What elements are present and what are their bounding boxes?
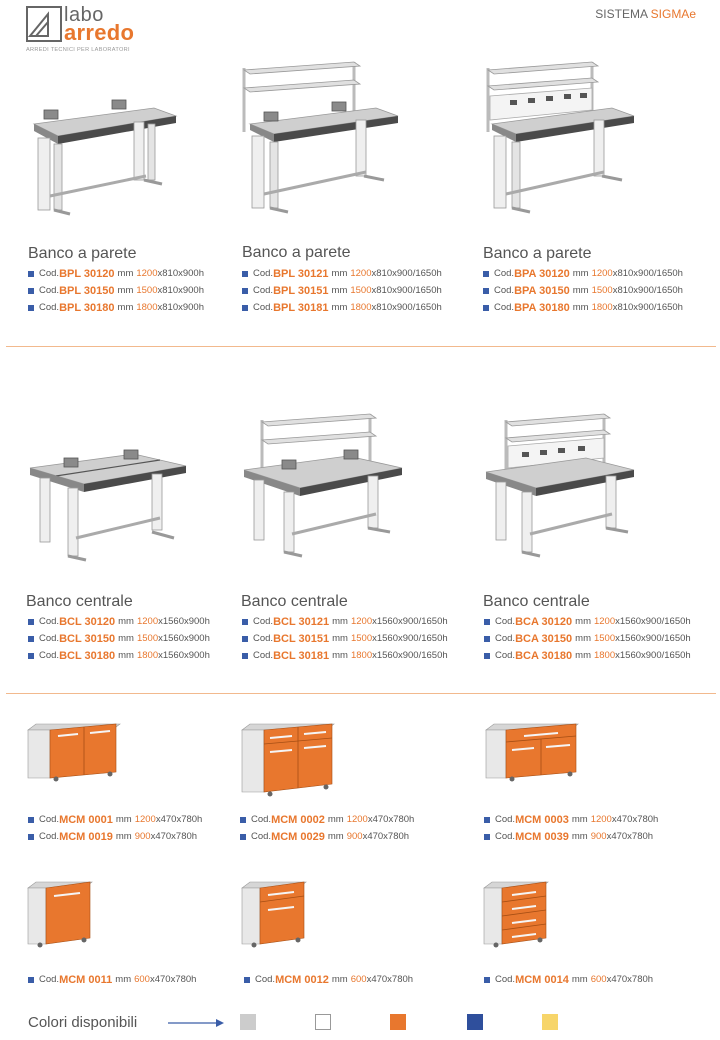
product-code: MCM 0011: [59, 973, 113, 986]
product-code: MCM 0002: [271, 813, 325, 826]
width-value: 1200: [350, 268, 372, 279]
code-prefix: Cod.: [39, 814, 60, 825]
dimensions-value: x810x900/1650h: [612, 268, 683, 279]
unit-label: mm: [327, 831, 344, 842]
width-value: 1500: [350, 633, 373, 644]
unit-label: mm: [117, 302, 134, 313]
width-value: 1800: [591, 302, 613, 313]
unit-label: mm: [571, 814, 588, 825]
color-swatch-white: [315, 1014, 331, 1030]
product-code-row: [28, 971, 196, 988]
wall-bench-panel-title: Banco a parete: [483, 245, 592, 262]
arrow-right-icon: [168, 1016, 224, 1030]
product-code-row: [484, 613, 691, 630]
wall-bench-title: Banco a parete: [28, 245, 137, 262]
unit-label: mm: [331, 974, 348, 985]
product-code: MCM 0039: [515, 830, 569, 843]
product-code-row: [242, 282, 442, 299]
cabinet-2-drawers-2-doors-image: [240, 722, 336, 798]
bullet-square-icon: [484, 653, 490, 659]
product-code: BCA 30120: [515, 615, 573, 628]
central-bench-basic-image: [24, 448, 194, 563]
product-code: MCM 0029: [271, 830, 325, 843]
central-bench-shelves-title: Banco centrale: [241, 593, 348, 610]
product-code: MCM 0014: [515, 973, 569, 986]
width-value: 1200: [350, 616, 373, 627]
wall-bench-shelves-code-list: [242, 265, 442, 316]
unit-label: mm: [572, 268, 589, 279]
product-code: BPL 30180: [59, 301, 115, 314]
unit-label: mm: [115, 974, 132, 985]
width-value: 1200: [590, 814, 612, 825]
colors-label: Colori disponibili: [28, 1014, 138, 1031]
code-prefix: Cod.: [39, 616, 60, 627]
product-code-row: [28, 630, 210, 647]
width-value: 1200: [591, 268, 613, 279]
code-prefix: Cod.: [495, 974, 516, 985]
product-code: BCA 30180: [515, 649, 573, 662]
width-value: 1800: [136, 650, 159, 661]
dimensions-value: x1560x900/1650h: [372, 616, 448, 627]
dimensions-value: x470x780h: [149, 974, 197, 985]
logo-text-arredo: arredo: [64, 20, 135, 45]
section-divider: [6, 693, 716, 694]
code-prefix: Cod.: [39, 974, 60, 985]
dimensions-value: x470x780h: [606, 974, 654, 985]
product-code: MCM 0003: [515, 813, 569, 826]
cabinet-1-drawer-2-doors-image: [484, 722, 580, 782]
product-code-row: [484, 630, 691, 647]
width-value: 1800: [136, 302, 158, 313]
product-code: BCL 30151: [273, 632, 330, 645]
cabinet-2-doors-image: [26, 722, 122, 782]
code-prefix: Cod.: [495, 616, 516, 627]
bullet-square-icon: [242, 636, 248, 642]
product-code-row: [483, 265, 683, 282]
color-swatch-yellow: [542, 1014, 558, 1030]
bullet-square-icon: [28, 288, 34, 294]
wall-bench-basic-image: [24, 96, 184, 221]
central-bench-panel-title: Banco centrale: [483, 593, 590, 610]
product-code: MCM 0012: [275, 973, 329, 986]
width-value: 1500: [350, 285, 372, 296]
cabinet-2-doors-code-list: [28, 811, 202, 845]
product-code-row: [242, 265, 442, 282]
product-code: BPL 30181: [273, 301, 329, 314]
bullet-square-icon: [28, 305, 34, 311]
code-prefix: Cod.: [253, 268, 274, 279]
bullet-square-icon: [483, 288, 489, 294]
bullet-square-icon: [28, 977, 34, 983]
dimensions-value: x810x900h: [157, 302, 204, 313]
bullet-square-icon: [484, 817, 490, 823]
product-code-row: [28, 613, 210, 630]
product-code: MCM 0019: [59, 830, 113, 843]
product-code-row: [242, 299, 442, 316]
product-code: BCL 30120: [59, 615, 116, 628]
color-swatch-grey: [240, 1014, 256, 1030]
code-prefix: Cod.: [253, 633, 274, 644]
bullet-square-icon: [242, 619, 248, 625]
unit-label: mm: [117, 285, 134, 296]
bullet-square-icon: [240, 817, 246, 823]
product-code-row: [28, 828, 202, 845]
unit-label: mm: [575, 633, 591, 644]
dimensions-value: x470x780h: [366, 974, 414, 985]
width-value: 1500: [593, 633, 616, 644]
product-code: BPA 30150: [514, 284, 570, 297]
product-code-row: [484, 811, 658, 828]
system-title-prefix: SISTEMA: [595, 7, 651, 21]
bullet-square-icon: [484, 834, 490, 840]
width-value: 1200: [593, 616, 616, 627]
unit-label: mm: [115, 814, 132, 825]
unit-label: mm: [332, 633, 348, 644]
code-prefix: Cod.: [39, 268, 60, 279]
unit-label: mm: [117, 268, 134, 279]
product-code-row: [484, 828, 658, 845]
code-prefix: Cod.: [494, 302, 515, 313]
width-value: 900: [346, 831, 363, 842]
code-prefix: Cod.: [253, 285, 274, 296]
unit-label: mm: [332, 616, 348, 627]
logo-mark-icon: [26, 6, 62, 42]
dimensions-value: x470x780h: [150, 831, 198, 842]
product-code-row: [244, 971, 413, 988]
central-bench-panel-code-list: [484, 613, 691, 664]
central-bench-panel-image: [482, 410, 642, 560]
cabinet-2-drawers-2-doors-code-list: [240, 811, 414, 845]
bullet-square-icon: [240, 834, 246, 840]
dimensions-value: x1560x900h: [158, 616, 210, 627]
code-prefix: Cod.: [39, 633, 60, 644]
dimensions-value: x1560x900/1650h: [615, 616, 691, 627]
bullet-square-icon: [28, 271, 34, 277]
wall-bench-panel-code-list: [483, 265, 683, 316]
central-bench-shelves-image: [238, 410, 408, 560]
unit-label: mm: [115, 831, 132, 842]
unit-label: mm: [575, 616, 591, 627]
logo-text-labo: labo: [64, 4, 104, 26]
wall-bench-code-list: [28, 265, 204, 316]
dimensions-value: x810x900h: [157, 268, 204, 279]
code-prefix: Cod.: [39, 302, 60, 313]
code-prefix: Cod.: [39, 650, 60, 661]
unit-label: mm: [571, 974, 588, 985]
unit-label: mm: [572, 302, 589, 313]
width-value: 1200: [136, 268, 158, 279]
product-code: BCL 30121: [273, 615, 330, 628]
code-prefix: Cod.: [39, 285, 60, 296]
width-value: 1200: [136, 616, 159, 627]
dimensions-value: x810x900/1650h: [371, 285, 442, 296]
unit-label: mm: [118, 616, 134, 627]
code-prefix: Cod.: [495, 650, 516, 661]
product-code-row: [483, 282, 683, 299]
width-value: 900: [134, 831, 151, 842]
code-prefix: Cod.: [253, 616, 274, 627]
product-code: BCA 30150: [515, 632, 573, 645]
unit-label: mm: [331, 302, 348, 313]
code-prefix: Cod.: [39, 831, 60, 842]
product-code-row: [28, 811, 202, 828]
product-code-row: [484, 647, 691, 664]
bullet-square-icon: [242, 288, 248, 294]
dimensions-value: x470x780h: [155, 814, 203, 825]
cabinet-1-drawer-1-door-code-list: [244, 971, 413, 988]
product-code-row: [242, 647, 448, 664]
color-swatch-blue: [467, 1014, 483, 1030]
product-code-row: [28, 647, 210, 664]
cabinet-4-drawers-code-list: [484, 971, 653, 988]
bullet-square-icon: [242, 305, 248, 311]
product-code-row: [242, 613, 448, 630]
product-code: BCL 30150: [59, 632, 116, 645]
dimensions-value: x810x900/1650h: [612, 285, 683, 296]
code-prefix: Cod.: [495, 633, 516, 644]
code-prefix: Cod.: [494, 285, 515, 296]
bullet-square-icon: [28, 817, 34, 823]
code-prefix: Cod.: [253, 650, 274, 661]
product-code: BPA 30120: [514, 267, 570, 280]
dimensions-value: x1560x900h: [158, 650, 210, 661]
color-swatch-orange: [390, 1014, 406, 1030]
dimensions-value: x470x780h: [367, 814, 415, 825]
section-divider: [6, 346, 716, 347]
bullet-square-icon: [483, 271, 489, 277]
central-bench-shelves-code-list: [242, 613, 448, 664]
product-code: BCL 30181: [273, 649, 330, 662]
dimensions-value: x470x780h: [362, 831, 410, 842]
bullet-square-icon: [484, 619, 490, 625]
code-prefix: Cod.: [494, 268, 515, 279]
product-code-row: [28, 299, 204, 316]
code-prefix: Cod.: [251, 814, 272, 825]
width-value: 600: [350, 974, 367, 985]
bullet-square-icon: [28, 653, 34, 659]
width-value: 600: [590, 974, 607, 985]
central-bench-code-list: [28, 613, 210, 664]
product-code-row: [240, 811, 414, 828]
dimensions-value: x810x900/1650h: [612, 302, 683, 313]
code-prefix: Cod.: [255, 974, 276, 985]
width-value: 900: [590, 831, 607, 842]
dimensions-value: x1560x900/1650h: [615, 633, 691, 644]
dimensions-value: x1560x900/1650h: [372, 633, 448, 644]
width-value: 1500: [136, 633, 159, 644]
dimensions-value: x1560x900/1650h: [615, 650, 691, 661]
width-value: 1500: [591, 285, 613, 296]
bullet-square-icon: [244, 977, 250, 983]
product-code: BPL 30150: [59, 284, 115, 297]
product-code-row: [242, 630, 448, 647]
unit-label: mm: [331, 268, 348, 279]
width-value: 1500: [136, 285, 158, 296]
unit-label: mm: [118, 650, 134, 661]
width-value: 1800: [350, 302, 372, 313]
unit-label: mm: [332, 650, 348, 661]
cabinet-4-drawers-image: [482, 880, 552, 950]
bullet-square-icon: [484, 977, 490, 983]
width-value: 1800: [350, 650, 373, 661]
central-bench-title: Banco centrale: [26, 593, 133, 610]
code-prefix: Cod.: [495, 831, 516, 842]
unit-label: mm: [327, 814, 344, 825]
product-code: BPL 30120: [59, 267, 115, 280]
width-value: 1200: [134, 814, 156, 825]
bullet-square-icon: [242, 653, 248, 659]
labo-arredo-logo: [26, 6, 156, 54]
unit-label: mm: [575, 650, 591, 661]
cabinet-1-drawer-2-doors-code-list: [484, 811, 658, 845]
bullet-square-icon: [28, 636, 34, 642]
unit-label: mm: [571, 831, 588, 842]
dimensions-value: x470x780h: [611, 814, 659, 825]
width-value: 600: [134, 974, 150, 985]
dimensions-value: x810x900/1650h: [371, 268, 442, 279]
system-title-accent: SIGMAe: [650, 7, 696, 21]
product-code: BPA 30180: [514, 301, 570, 314]
dimensions-value: x470x780h: [606, 831, 654, 842]
bullet-square-icon: [242, 271, 248, 277]
system-title: [595, 7, 696, 21]
unit-label: mm: [331, 285, 348, 296]
unit-label: mm: [118, 633, 134, 644]
bullet-square-icon: [484, 636, 490, 642]
product-code-row: [484, 971, 653, 988]
product-code-row: [28, 282, 204, 299]
product-code-row: [240, 828, 414, 845]
width-value: 1800: [593, 650, 616, 661]
product-code: BPL 30121: [273, 267, 329, 280]
width-value: 1200: [346, 814, 368, 825]
bullet-square-icon: [28, 619, 34, 625]
logo-tagline: ARREDI TECNICI PER LABORATORI: [26, 47, 130, 53]
wall-bench-shelves-title: Banco a parete: [242, 244, 351, 261]
product-code-row: [28, 265, 204, 282]
cabinet-1-door-image: [26, 880, 96, 950]
dimensions-value: x1560x900h: [158, 633, 210, 644]
wall-bench-panel-image: [480, 60, 640, 222]
code-prefix: Cod.: [253, 302, 274, 313]
unit-label: mm: [572, 285, 589, 296]
bullet-square-icon: [28, 834, 34, 840]
dimensions-value: x1560x900/1650h: [372, 650, 448, 661]
code-prefix: Cod.: [495, 814, 516, 825]
product-code: BCL 30180: [59, 649, 116, 662]
product-code-row: [483, 299, 683, 316]
dimensions-value: x810x900/1650h: [371, 302, 442, 313]
wall-bench-shelves-image: [236, 60, 406, 222]
product-code: BPL 30151: [273, 284, 329, 297]
cabinet-1-drawer-1-door-image: [240, 880, 310, 950]
dimensions-value: x810x900h: [157, 285, 204, 296]
product-code: MCM 0001: [59, 813, 113, 826]
code-prefix: Cod.: [251, 831, 272, 842]
bullet-square-icon: [483, 305, 489, 311]
cabinet-1-door-code-list: [28, 971, 196, 988]
